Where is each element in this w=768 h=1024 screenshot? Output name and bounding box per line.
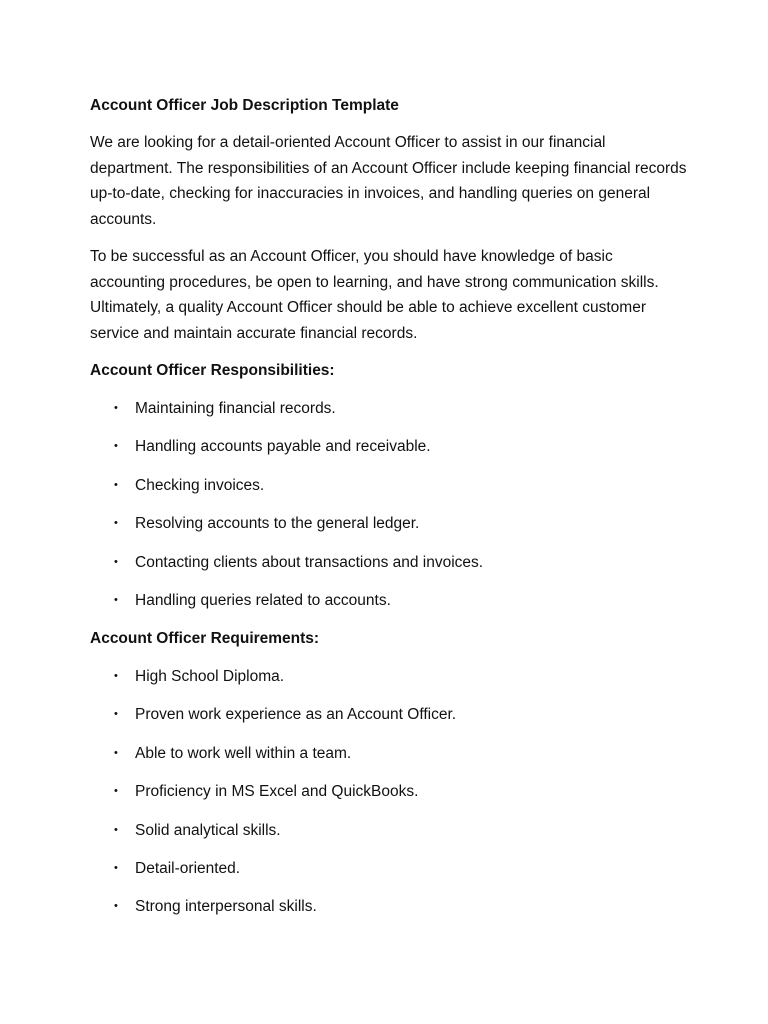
list-item-text: Handling queries related to accounts. [135, 591, 391, 609]
list-item [90, 664, 690, 689]
document-title: Account Officer Job Description Template [90, 97, 399, 114]
bullet-icon: • [114, 669, 118, 682]
bullet-icon: • [114, 861, 118, 874]
list-item-text: Strong interpersonal skills. [135, 898, 317, 916]
list-item [90, 588, 690, 613]
list-item-text: Solid analytical skills. [135, 821, 281, 839]
bullet-icon: • [114, 900, 118, 913]
list-item [90, 473, 690, 498]
list-item [90, 550, 690, 575]
requirements-list [90, 664, 690, 919]
bullet-icon: • [114, 785, 118, 798]
bullet-icon: • [114, 708, 118, 721]
list-item-text: Resolving accounts to the general ledger. [135, 515, 420, 533]
requirements-heading: Account Officer Requirements: [90, 629, 320, 647]
list-item [90, 818, 690, 843]
bullet-icon: • [114, 517, 118, 530]
list-item-text: Proven work experience as an Account Officer. [135, 706, 457, 724]
list-item [90, 434, 690, 459]
intro-paragraph-2: To be successful as an Account Officer, you should have knowledge of basic accounting procedures, be open to learning, and have strong communication skills. Ultimately, a quality Account Officer should be able to achieve excellent customer service and maintain accurate financial records. [90, 248, 659, 342]
list-item-text: Detail-oriented. [135, 859, 241, 877]
bullet-icon: • [114, 555, 118, 568]
responsibilities-heading: Account Officer Responsibilities: [90, 362, 335, 379]
list-item [90, 396, 690, 421]
bullet-icon: • [114, 823, 118, 836]
intro-paragraph-1: We are looking for a detail-oriented Account Officer to assist in our financial department. The responsibilities of an Account Officer include keeping financial records up-to-date, checking for inaccuracies in invoices, and handling queries on general accounts. [90, 134, 687, 228]
list-item-text: Handling accounts payable and receivable. [135, 438, 431, 456]
list-item [90, 779, 690, 804]
list-item [90, 856, 690, 881]
list-item [90, 702, 690, 727]
bullet-icon: • [114, 593, 118, 606]
list-item [90, 741, 690, 766]
list-item-text: High School Diploma. [135, 667, 285, 685]
list-item-text: Maintaining financial records. [135, 400, 336, 417]
list-item [90, 511, 690, 536]
bullet-icon: • [114, 402, 118, 414]
list-item-text: Checking invoices. [135, 476, 265, 494]
responsibilities-list [90, 396, 690, 613]
bullet-icon: • [114, 440, 118, 453]
list-item-text: Contacting clients about transactions and invoices. [135, 553, 484, 571]
list-item [90, 894, 690, 919]
document-page [90, 93, 690, 932]
list-item-text: Able to work well within a team. [135, 744, 352, 762]
bullet-icon: • [114, 746, 118, 759]
list-item-text: Proficiency in MS Excel and QuickBooks. [135, 783, 419, 801]
bullet-icon: • [114, 478, 118, 491]
